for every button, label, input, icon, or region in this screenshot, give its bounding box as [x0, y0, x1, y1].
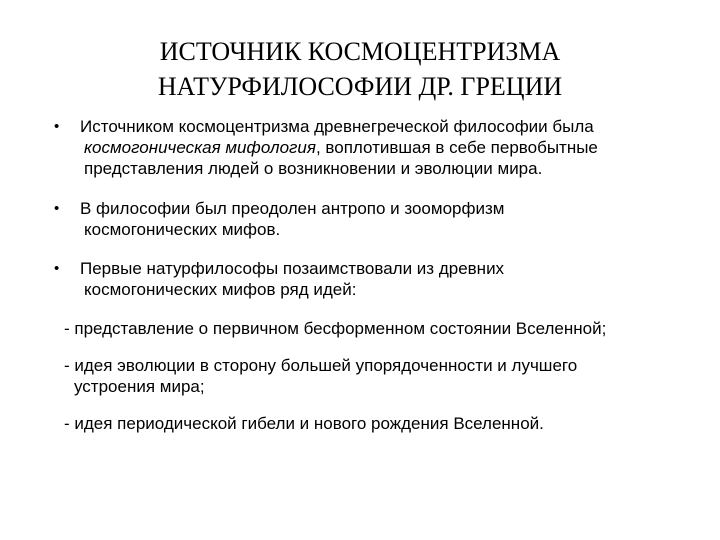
bullet-marker: • [54, 260, 60, 277]
idea-line: устроения мира; [74, 377, 205, 396]
slide-title [60, 34, 660, 104]
bullet-line: Первые натурфилософы позаимствовали из древних [80, 259, 505, 278]
bullet-text [80, 116, 680, 179]
bullet-line: В философии был преодолен антропо и зооморфизм [80, 199, 505, 218]
bullet-line: представления людей о возникновении и эволюции мира. [84, 159, 543, 178]
bullet-line-rest: , воплотившая в себе первобытные [315, 138, 598, 157]
bullet-marker: • [54, 200, 60, 217]
idea-line: - идея эволюции в сторону большей упорядоченности и лучшего [64, 356, 578, 375]
emphasized-term: космогоническая мифология [84, 138, 316, 157]
title-line-1: ИСТОЧНИК КОСМОЦЕНТРИЗМА [159, 37, 561, 66]
bullet-text [80, 198, 680, 240]
title-line-2: НАТУРФИЛОСОФИИ ДР. ГРЕЦИИ [157, 72, 563, 101]
bullet-line: космогонических мифов ряд идей: [84, 280, 357, 299]
bullet-marker: • [54, 118, 60, 135]
idea-item [64, 413, 684, 434]
idea-item [64, 355, 684, 397]
idea-line: - представление о первичном бесформенном состоянии Вселенной; [64, 319, 607, 338]
idea-line: - идея периодической гибели и нового рождения Вселенной. [64, 414, 544, 433]
bullet-line [80, 137, 680, 158]
bullet-text [80, 258, 680, 300]
bullet-line: космогонических мифов. [84, 220, 281, 239]
idea-item [64, 318, 684, 339]
bullet-line: Источником космоцентризма древнегреческой философии была [80, 117, 594, 136]
